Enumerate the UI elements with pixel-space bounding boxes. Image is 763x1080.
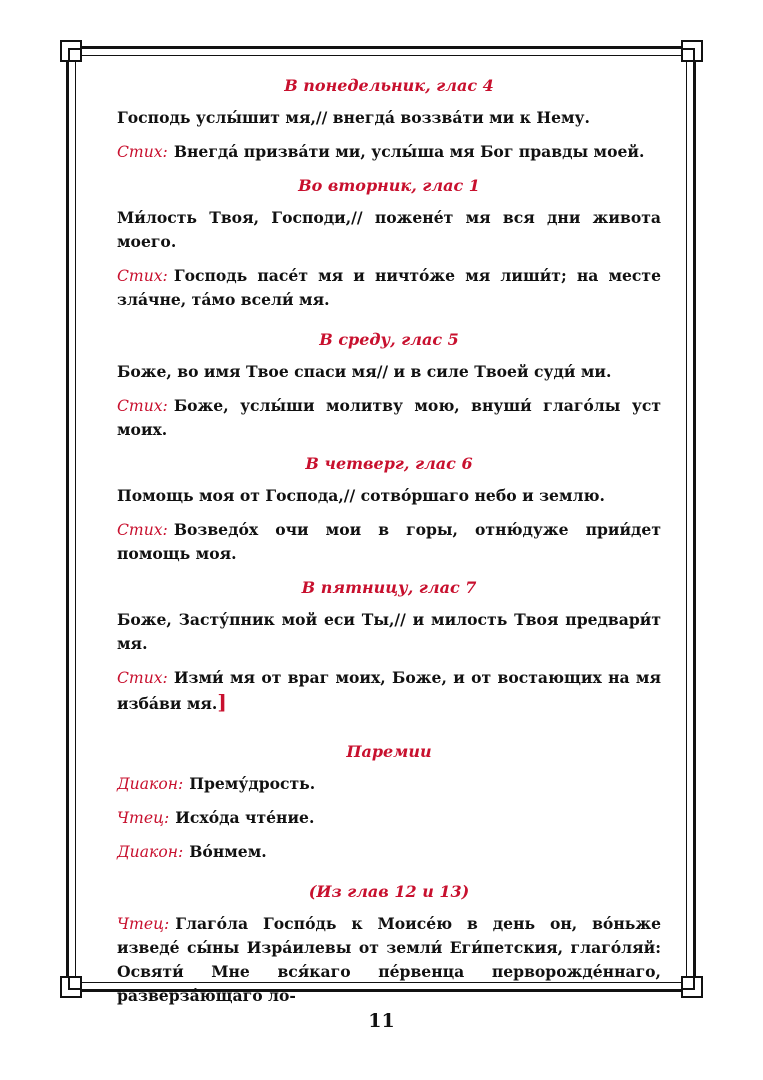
verse-label: Стих: (117, 267, 168, 285)
section-heading-paremii: Паремии (346, 742, 432, 761)
verse-line: Помощь моя от Господа,// сотво́ршаго небо и землю. (117, 486, 605, 505)
dialogue-line: Чтец: Исхо́да чтéние. (117, 808, 315, 827)
page-number: 11 (368, 1010, 395, 1032)
verse-line: Стих: Изми́ мя от враг моих, Боже, и от востающих на мя изба́ви мя.] (117, 668, 661, 714)
section-heading-thursday: В четверг, глас 6 (305, 454, 473, 473)
verse-label: Стих: (117, 143, 168, 161)
closing-bracket: ] (217, 690, 227, 714)
reading-paragraph: Чтец: Глаго́ла Госпо́дь к Моисéю в день он, во́ньже изведé сы́ны Изра́илевы от земли́ Еги́петския, глаго́ляй: Освяти́ Мне вся́каго пéрвенца перворождéннаго, разверза́ющаго ло- (117, 914, 661, 1005)
verse-line: Стих: Возведо́х очи мои в горы, отню́дуже прии́дет помощь моя. (117, 520, 661, 563)
section-heading-friday: В пятницу, глас 7 (301, 578, 477, 597)
verse-line: Боже, Засту́пник мой еси Ты,// и милость Твоя предвари́т мя. (117, 610, 661, 653)
frame-corner-ornament (681, 976, 703, 998)
section-heading-reading: (Из глав 12 и 13) (308, 882, 470, 901)
verse-label: Стих: (117, 669, 168, 687)
verse-line: Стих: Господь пасéт мя и ничто́же мя лиши́т; на месте зла́чне, та́мо всели́ мя. (117, 266, 661, 309)
section-heading-wednesday: В среду, глас 5 (319, 330, 459, 349)
frame-corner-ornament (60, 976, 82, 998)
dialogue-line: Диакон: Во́нмем. (117, 842, 267, 861)
frame-corner-ornament (60, 40, 82, 62)
verse-line: Боже, во имя Твое спаси мя// и в силе Твоей суди́ ми. (117, 362, 612, 381)
verse-label: Стих: (117, 397, 168, 415)
frame-corner-ornament (681, 40, 703, 62)
page-content (117, 74, 661, 1018)
section-heading-monday: В понедельник, глас 4 (284, 76, 494, 95)
verse-line: Стих: Внегда́ призва́ти ми, услы́ша мя Бог правды моей. (117, 142, 645, 161)
section-heading-tuesday: Во вторник, глас 1 (298, 176, 480, 195)
verse-label: Стих: (117, 521, 168, 539)
speaker-label: Чтец: (117, 809, 170, 827)
verse-line: Господь услы́шит мя,// внегда́ воззва́ти ми к Нему. (117, 108, 590, 127)
speaker-label: Чтец: (117, 915, 170, 933)
verse-line: Ми́лость Твоя, Господи,// поженéт мя вся дни живота моего. (117, 208, 661, 251)
dialogue-line: Диакон: Прему́дрость. (117, 774, 316, 793)
verse-line: Стих: Боже, услы́ши молитву мою, внуши́ глаго́лы уст моих. (117, 396, 661, 439)
speaker-label: Диакон: (117, 775, 184, 793)
speaker-label: Диакон: (117, 843, 184, 861)
